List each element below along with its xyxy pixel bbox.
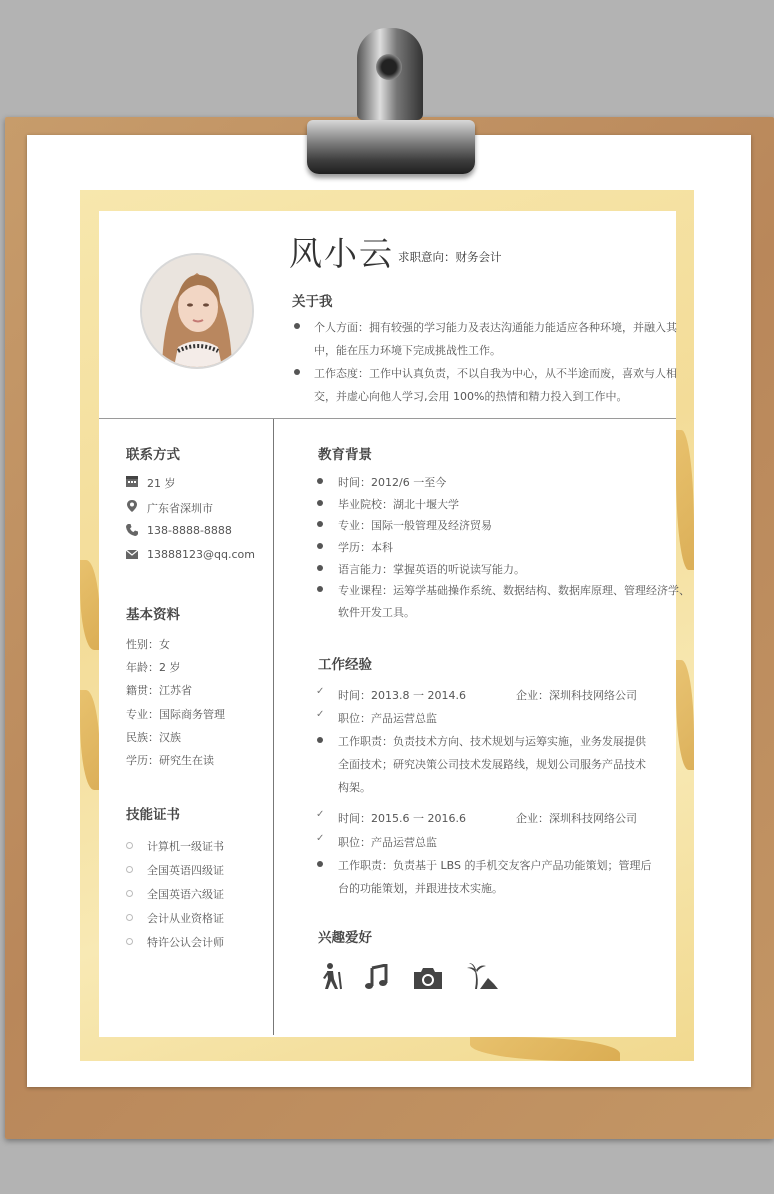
location-pin-icon [125, 499, 139, 513]
job1-duty: 工作职责：负责技术方向、技术规划与运筹实施，业务发展提供 [338, 735, 646, 748]
bullet [294, 323, 300, 329]
job1-duty: 全面技术；研究决策公司技术发展路线，规划公司服务产品技术 [338, 758, 646, 771]
skill-item: 全国英语四级证 [147, 864, 224, 877]
basic-item: 学历：研究生在读 [126, 754, 214, 767]
education-line: 毕业院校：湖北十堰大学 [338, 498, 459, 511]
header-divider [99, 418, 676, 419]
job-intent: 求职意向：财务会计 [398, 250, 502, 264]
about-line: 中，能在压力环境下完成挑战性工作。 [314, 344, 501, 357]
about-title: 关于我 [292, 294, 333, 310]
bullet [317, 500, 323, 506]
check-icon: ✓ [316, 709, 325, 720]
job2-duty: 工作职责：负责基于 LBS 的手机交友客户产品功能策划；管理后 [338, 859, 652, 872]
job1-duty: 构架。 [338, 781, 371, 794]
about-line: 交，并虚心向他人学习,会用 100%的热情和精力投入到工作中。 [314, 390, 628, 403]
skill-item: 计算机一级证书 [147, 840, 224, 853]
music-note-icon [364, 964, 390, 990]
bullet [317, 521, 323, 527]
education-line: 专业：国际一般管理及经济贸易 [338, 519, 492, 532]
job2-company: 企业：深圳科技网络公司 [516, 812, 637, 825]
bullet [317, 478, 323, 484]
bullet [317, 565, 323, 571]
job1-company: 企业：深圳科技网络公司 [516, 689, 637, 702]
clip-base [307, 120, 475, 174]
education-line: 学历：本科 [338, 541, 393, 554]
job2-time: 时间：2015.6 一 2016.6 [338, 812, 466, 825]
phone-icon [125, 523, 139, 537]
education-title: 教育背景 [318, 447, 372, 463]
check-icon: ✓ [316, 809, 325, 820]
contact-email: 13888123@qq.com [147, 548, 255, 561]
camera-icon [412, 966, 444, 990]
basic-item: 性别：女 [126, 638, 170, 651]
education-line: 时间：2012/6 一至今 [338, 476, 447, 489]
profile-photo [140, 253, 254, 369]
bullet [317, 586, 323, 592]
skill-item: 会计从业资格证 [147, 912, 224, 925]
hiking-icon [318, 962, 344, 990]
calendar-icon [125, 474, 139, 488]
about-line: 个人方面：拥有较强的学习能力及表达沟通能力能适应各种环境，并融入其 [314, 321, 677, 334]
mail-icon [125, 547, 139, 561]
skills-title: 技能证书 [126, 807, 180, 823]
basic-item: 民族：汉族 [126, 731, 181, 744]
education-line: 软件开发工具。 [338, 606, 415, 619]
job2-position: 职位：产品运营总监 [338, 836, 437, 849]
bullet [294, 369, 300, 375]
education-line: 语言能力：掌握英语的听说读写能力。 [338, 563, 525, 576]
hobbies-title: 兴趣爱好 [318, 930, 372, 946]
basic-title: 基本资料 [126, 607, 180, 623]
check-icon: ✓ [316, 833, 325, 844]
basic-item: 年龄：2 岁 [126, 661, 181, 674]
check-icon: ✓ [316, 686, 325, 697]
education-line: 专业课程：运筹学基础操作系统、数据结构、数据库原理、管理经济学、 [338, 584, 690, 597]
bullet [126, 914, 133, 921]
contact-title: 联系方式 [126, 447, 180, 463]
bullet [126, 866, 133, 873]
basic-item: 专业：国际商务管理 [126, 708, 225, 721]
contact-age: 21 岁 [147, 477, 176, 490]
beach-palm-icon [466, 962, 500, 990]
job1-time: 时间：2013.8 一 2014.6 [338, 689, 466, 702]
about-line: 工作态度：工作中认真负责，不以自我为中心，从不半途而废，喜欢与人相 [314, 367, 677, 380]
contact-phone: 138-8888-8888 [147, 524, 232, 537]
bullet [317, 737, 323, 743]
bullet [126, 842, 133, 849]
skill-item: 特许公认会计师 [147, 936, 224, 949]
bullet [126, 938, 133, 945]
clip-hole [376, 54, 402, 80]
basic-item: 籍贯：江苏省 [126, 684, 192, 697]
job2-duty: 台的功能策划，并跟进技术实施。 [338, 882, 503, 895]
job1-position: 职位：产品运营总监 [338, 712, 437, 725]
bullet [317, 861, 323, 867]
column-divider [273, 419, 274, 1035]
bullet [317, 543, 323, 549]
contact-location: 广东省深圳市 [147, 502, 213, 515]
skill-item: 全国英语六级证 [147, 888, 224, 901]
bullet [126, 890, 133, 897]
candidate-name: 风小云 [289, 234, 394, 273]
work-title: 工作经验 [318, 657, 372, 673]
